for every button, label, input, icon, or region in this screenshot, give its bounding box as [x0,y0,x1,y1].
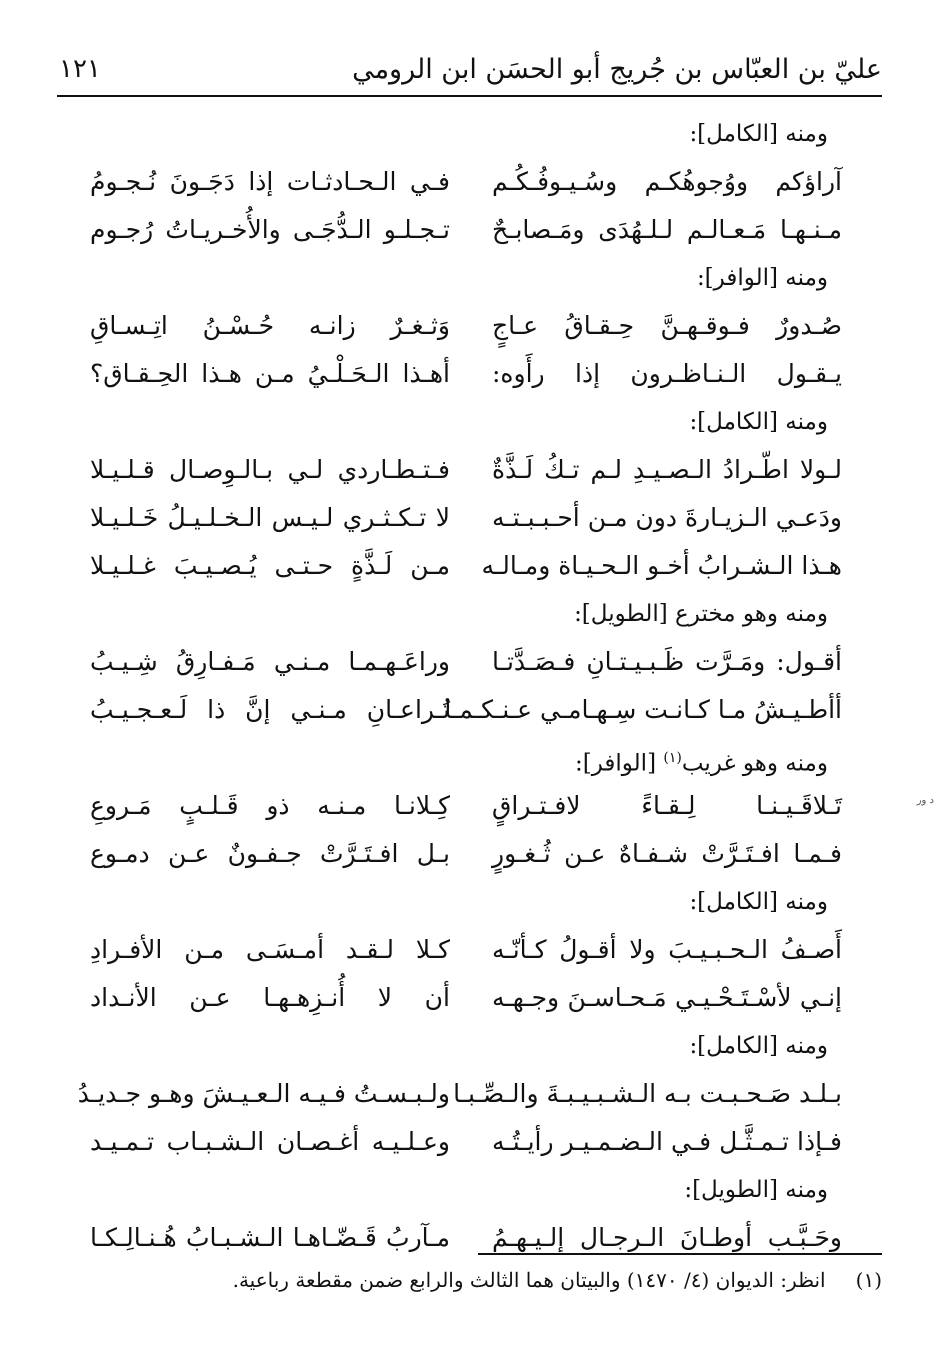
section-intro-text: ومنه وهو غريب [681,750,828,777]
second-hemistich: وعـلـيـه أغـصـان الـشـبـاب تـمـيـد [90,1127,450,1156]
footnote-number: (١) [855,1268,882,1292]
verse-line [60,206,842,254]
first-hemistich: يـقـول الـنـاظـرون إذا رأَوه: [492,359,842,388]
page-number: ١٢١ [59,54,101,84]
second-hemistich: تُـراعـانِ مـنـي إنَّ ذا لَـعـجـيـبُ [90,695,450,724]
verse-line [60,158,842,206]
poem-section [60,110,842,254]
verse-line [60,494,842,542]
second-hemistich: أهـذا الـحَـلْـيُ مـن هـذا الحِـقـاق؟ [90,359,450,388]
first-hemistich: فـمـا افـتَـرَّتْ شـفـاهٌ عـن ثُـغـورٍ [492,839,842,868]
section-intro [60,254,842,302]
section-intro [60,398,842,446]
section-intro [60,1166,842,1214]
section-intro-text: ومنه [الكامل]: [689,409,828,435]
verse-line [60,974,842,1022]
first-hemistich: ودَعـي الـزيـارةَ دون مـن أحـبـبـتـه [492,503,842,532]
first-hemistich: فـإذا تـمـثَّـل فـي الـضـمـيـر رأيـتُـه [492,1127,842,1156]
section-intro-text: ومنه وهو مخترع [الطويل]: [574,601,828,627]
verse-line [60,638,842,686]
footnote [233,1268,882,1292]
second-hemistich: فـي الـحـادثـات إذا دَجَـونَ نُـجـومُ [90,167,450,196]
first-hemistich: أَصـفُ الـحـبـيـبَ ولا أقـولُ كـأنّـه [492,935,842,964]
poem-section [60,734,842,878]
section-intro-text: ومنه [الطويل]: [684,1177,828,1203]
footnote-divider [478,1253,882,1255]
header-divider [57,95,882,97]
verse-line [60,782,842,830]
second-hemistich: وَثـغـرٌ زانـه حُـسْـنُ اتِـسـاقِ [90,311,450,340]
poem-section [60,254,842,398]
first-hemistich: إنـي لأسْـتَـحْـيـي مَـحـاسـنَ وجـهـه [492,983,842,1012]
section-intro-text: ومنه [الكامل]: [689,889,828,915]
second-hemistich: لا تـكـثـري لـيـس الـخـلـيـلُ خَـلـيـلا [90,503,450,532]
second-hemistich: فـتـطـاردي لـي بـالـوِصـال قـلـيـلا [90,455,450,484]
poem-section [60,1022,842,1166]
verse-line [60,446,842,494]
second-hemistich: ولـبـسـتُ فـيـه الـعـيـشَ وهـو جـديـدُ [77,1079,450,1108]
poem-section [60,878,842,1022]
poem-body [60,110,842,1262]
first-hemistich: آراؤكم ووُجوهُكـم وسُـيـوفُـكُـم [492,167,842,196]
section-intro-text: ومنه [الكامل]: [689,1033,828,1059]
section-intro [60,734,842,782]
section-intro-text: ومنه [الكامل]: [689,121,828,147]
second-hemistich: مـن لَـذَّةٍ حـتـى يُـصـيـبَ غـلـيـلا [90,551,450,580]
first-hemistich: هـذا الـشـرابُ أخـو الـحـيـاة ومـالـه [481,551,842,580]
first-hemistich: مـنـهـا مَـعـالـم لـلـهُدَى ومَـصابـحٌ [492,215,842,244]
second-hemistich: بـل افـتَـرَّتْ جـفـونٌ عـن دمـوع [90,839,450,868]
second-hemistich: وراعَـهـمـا مـنـي مَـفـارِقُ شِـيـبُ [90,647,450,676]
second-hemistich: كِـلانـا مـنـه ذو قَـلـبٍ مَـروعِ [90,791,450,820]
section-intro [60,1022,842,1070]
section-meter: [الوافر]: [575,750,664,777]
verse-line [60,1070,842,1118]
first-hemistich: صُـدورٌ فـوقـهـنَّ حِـقـاقُ عـاجٍ [492,311,842,340]
verse-line [60,1118,842,1166]
second-hemistich: كـلا لـقـد أمـسَـى مـن الأفـرادِ [90,935,450,964]
footnote-reference: (١) [663,750,682,766]
second-hemistich: أن لا أُنـزِهـهـا عـن الأنـداد [90,983,450,1012]
poem-section [60,590,842,734]
verse-line [60,830,842,878]
verse-line [60,926,842,974]
poem-section [60,1166,842,1262]
verse-line [60,686,842,734]
first-hemistich: وحَـبَّـب أوطـانَ الـرجـال إلـيـهـمُ [492,1223,842,1252]
first-hemistich: تَـلاقَـيـنـا لِـقـاءً لافـتـراقٍ [492,791,842,820]
verse-line [60,350,842,398]
verse-line [60,542,842,590]
running-header [57,44,882,94]
section-intro-text: ومنه [الوافر]: [696,265,828,291]
footnote-text: انظر: الديوان (٤/ ١٤٧٠) والبيتان هما الثالث والرابع ضمن مقطعة رباعية. [232,1268,826,1292]
margin-mark: ﺩ ﻭﺭ [916,795,934,806]
running-title: عليّ بن العبّاس بن جُريج أبو الحسَن ابن الرومي [352,54,882,85]
section-intro [60,878,842,926]
first-hemistich: أأطـيـشُ مـا كـانـت سِـهـامـي عـنـكـمـا [444,695,842,724]
second-hemistich: تـجـلـو الـدُّجَـى والأُخـريـاتُ رُجـوم [90,215,450,244]
first-hemistich: أقـول: ومَـرَّت ظَـبـيـتـانِ فـصَـدَّتـا [492,647,842,676]
second-hemistich: مـآربُ قَـضّـاهـا الـشـبـابُ هُـنـالِـكـا [90,1223,450,1252]
poem-section [60,398,842,590]
section-intro [60,110,842,158]
section-intro [60,590,842,638]
first-hemistich: بـلـد صَـحـبـت بـه الـشـبـيـبـةَ والـصِّـبـا [453,1079,842,1108]
first-hemistich: لـولا اطّـرادُ الـصـيـدِ لـم تـكُ لَـذَّةٌ [492,455,842,484]
verse-line [60,302,842,350]
